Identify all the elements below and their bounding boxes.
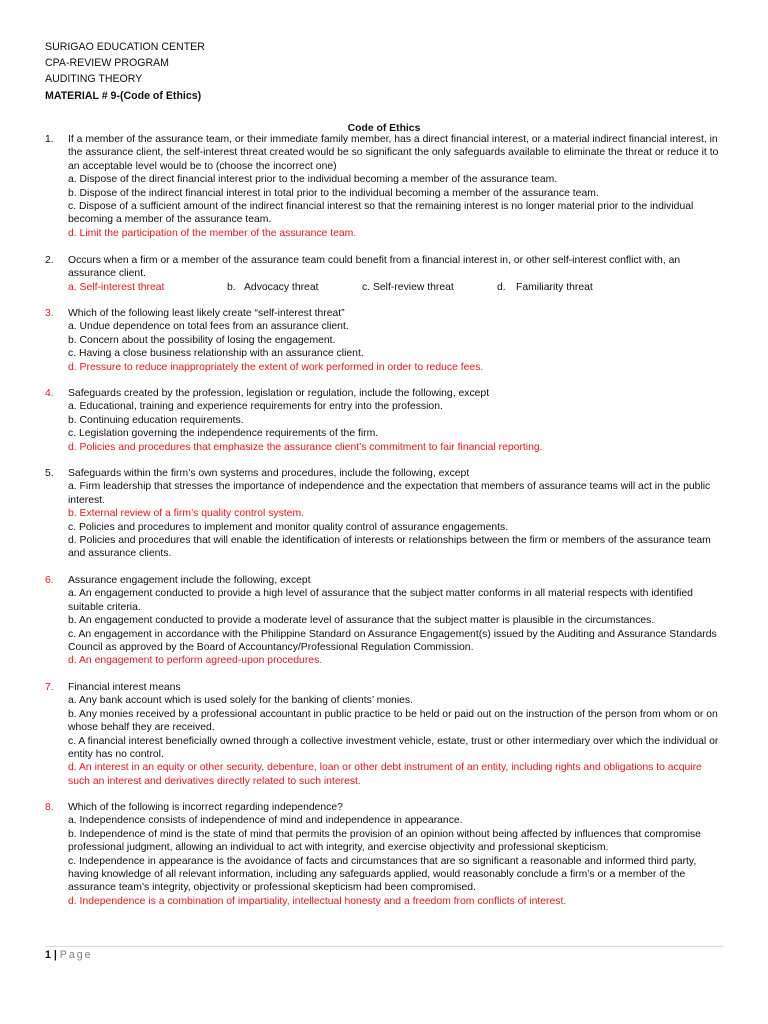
document-header (45, 41, 205, 106)
option-b: b. An engagement conducted to provide a moderate level of assurance that the subject matter is plausible in the circumstances. (68, 615, 655, 627)
question-stem: Safeguards within the firm’s own systems and procedures, include the following, except (68, 468, 470, 479)
header-school: SURIGAO EDUCATION CENTER (45, 41, 205, 53)
option-a: a. Independence consists of independence of mind and independence in appearance. (68, 815, 463, 827)
option-d: d. Policies and procedures that will enable the identification of interests or relationships between the firm or members of the assurance team and assurance clients. (68, 535, 711, 560)
option-c: c. Dispose of a sufficient amount of the indirect financial interest so that the remaining interest is no longer material prior to the individual becoming a member of the assurance team. (68, 201, 694, 226)
question-stem: Safeguards created by the profession, legislation or regulation, include the following, except (68, 388, 490, 399)
question-4 (45, 387, 725, 454)
question-number: 2. (45, 255, 54, 266)
question-8 (45, 801, 725, 908)
question-stem: Which of the following least likely create “self-interest threat” (68, 308, 345, 319)
page-label: Page (59, 949, 93, 961)
option-b: b. Continuing education requirements. (68, 414, 244, 426)
question-stem: Assurance engagement include the following, except (68, 575, 311, 586)
option-d: Familiarity threat (516, 281, 593, 293)
option-b: b. Any monies received by a professional accountant in public practice to be held or paid out on the instruction of the person from whom or on whose behalf they are received. (68, 708, 718, 734)
option-b-letter: b. (227, 281, 236, 293)
option-a: a. Any bank account which is used solely for the banking of clients’ monies. (68, 695, 414, 707)
option-d-letter: d. (497, 281, 506, 293)
option-d-answer: d. Independence is a combination of impartiality, intellectual honesty and a freedom from conflicts of interest. (68, 895, 567, 907)
question-number: 6. (45, 575, 54, 586)
header-material: MATERIAL # 9-(Code of Ethics) (45, 89, 202, 102)
option-d-answer: d. Limit the participation of the member of the assurance team. (68, 227, 357, 239)
page-number: 1 (45, 949, 51, 961)
option-b-answer: b. External review of a firm’s quality control system. (68, 508, 304, 520)
option-a-answer: a. Self-interest threat (68, 281, 165, 293)
page-title: Code of Ethics (347, 123, 421, 134)
question-number: 7. (45, 682, 54, 693)
option-a: a. An engagement conducted to provide a high level of assurance that the subject matter conforms in all material respects with identified suitable criteria. (68, 588, 693, 613)
question-3 (45, 307, 725, 374)
option-a: a. Dispose of the direct financial interest prior to the individual becoming a member of the assurance team. (68, 174, 558, 186)
option-c: c. An engagement in accordance with the Philippine Standard on Assurance Engagement(s) issued by the Auditing and Assurance Standards Council as approved by the Board of Accountancy/Professional Regulation Commission. (68, 628, 717, 654)
question-number: 4. (45, 388, 54, 399)
option-a: a. Educational, training and experience requirements for entry into the profession. (68, 401, 443, 413)
header-program: CPA-REVIEW PROGRAM (45, 57, 169, 70)
options-row (68, 281, 725, 294)
question-2 (45, 254, 725, 294)
footer-separator: | (53, 949, 57, 961)
question-stem: Financial interest means (68, 682, 181, 693)
question-number: 8. (45, 802, 54, 813)
question-stem: Which of the following is incorrect regarding independence? (68, 802, 343, 813)
question-1 (45, 133, 725, 240)
question-number: 5. (45, 468, 54, 479)
page-footer (45, 946, 723, 962)
option-c: c. Self-review threat (362, 281, 454, 293)
option-b: Advocacy threat (244, 281, 319, 293)
option-b: b. Dispose of the indirect financial interest in total prior to the individual becoming a member of the assurance team. (68, 187, 599, 199)
question-6 (45, 574, 725, 668)
question-number: 1. (45, 134, 54, 145)
question-5 (45, 467, 725, 561)
option-c: c. Legislation governing the independence requirements of the firm. (68, 428, 379, 440)
option-b: b. Independence of mind is the state of mind that permits the provision of an opinion without being affected by influences that compromise professional judgment, allowing an individual to act with integrity, and exercise objectivity and professional skepticism. (68, 828, 701, 854)
question-stem: Occurs when a firm or a member of the assurance team could benefit from a financial interest in, or other self-interest conflict with, an assurance client. (68, 255, 681, 280)
option-b: b. Concern about the possibility of losing the engagement. (68, 334, 336, 346)
option-c: c. A financial interest beneficially owned through a collective investment vehicle, estate, trust or other intermediary over which the individual or entity has no control. (68, 735, 719, 761)
option-c: c. Independence in appearance is the avoidance of facts and circumstances that are so significant a reasonable and informed third party, having knowledge of all relevant information, including any safeguards applied, would reasonably conclude a firm’s or a member of the assurance team’s integrity, objectivity or professional skepticism had been compromised. (68, 855, 697, 894)
option-a: a. Firm leadership that stresses the importance of independence and the expectation that members of assurance teams will act in the public interest. (68, 481, 711, 506)
option-a: a. Undue dependence on total fees from an assurance client. (68, 321, 349, 333)
option-c: c. Policies and procedures to implement and monitor quality control of assurance engagements. (68, 521, 509, 533)
option-d-answer: d. An interest in an equity or other security, debenture, loan or other debt instrument of an entity, including rights and obligations to acquire such an interest and derivatives directly related to such interest. (68, 762, 702, 787)
question-number: 3. (45, 308, 54, 319)
header-subject: AUDITING THEORY (45, 73, 143, 86)
option-d-answer: d. An engagement to perform agreed-upon procedures. (68, 655, 323, 667)
option-d-answer: d. Policies and procedures that emphasize the assurance client’s commitment to fair financial reporting. (68, 441, 543, 453)
question-7 (45, 681, 725, 788)
option-c: c. Having a close business relationship with an assurance client. (68, 348, 364, 360)
option-d-answer: d. Pressure to reduce inappropriately the extent of work performed in order to reduce fees. (68, 361, 484, 373)
question-stem: If a member of the assurance team, or their immediate family member, has a direct financial interest, or a material indirect financial interest, in the assurance client, the self-interest threat created would be so significant the only safeguards available to eliminate the threat or reduce it to an acceptable level would be to (choose the incorrect one) (68, 134, 719, 172)
